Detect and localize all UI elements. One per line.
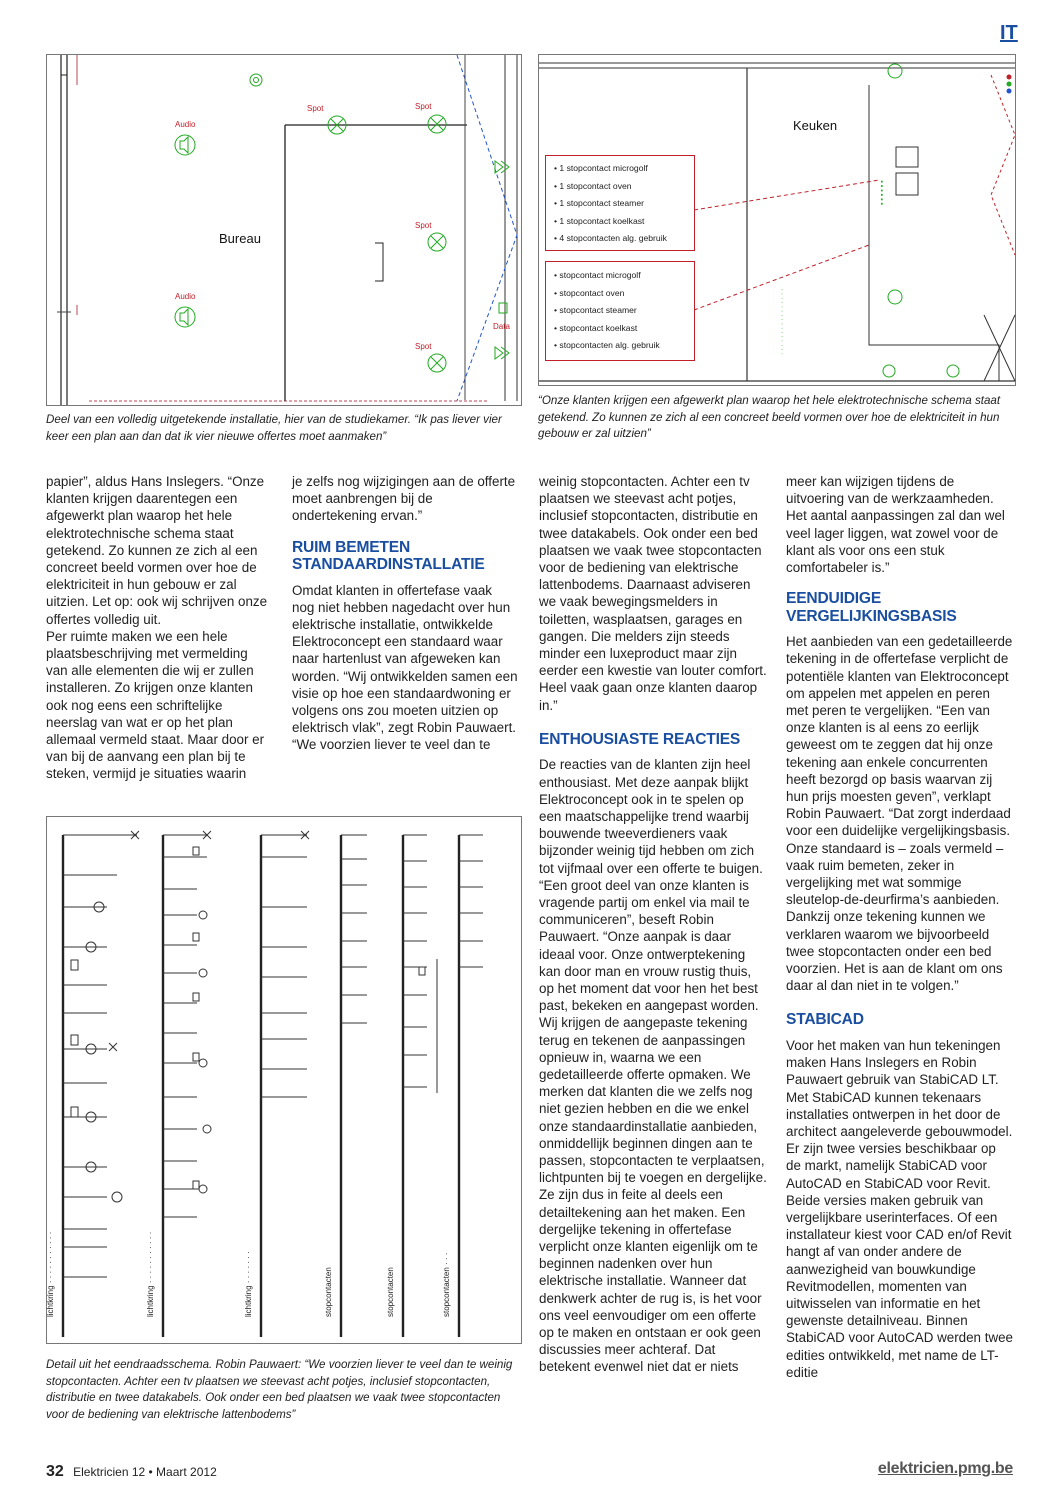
section-tag: IT	[1000, 22, 1018, 44]
socket-list-box-a	[545, 155, 695, 251]
footer	[46, 1463, 217, 1481]
svg-text:lichtkring · · · · · · ·: lichtkring · · · · · · ·	[244, 1251, 253, 1317]
page-number: 32	[46, 1463, 64, 1480]
text-column-4	[786, 473, 1014, 1381]
body-paragraph: meer kan wijzigen tijdens de uitvoering van de werkzaamheden. Het aantal aanpassingen zal dan wel veel lager liggen, wat zowel voor de klant als voor ons een stuk comfortabeler is.”	[786, 474, 1005, 576]
text-column-2	[292, 473, 518, 754]
website-link[interactable]: elektricien.pmg.be	[877, 1460, 1013, 1477]
socket-list-item: • stopcontact koelkast	[554, 322, 638, 333]
body-paragraph: De reacties van de klanten zijn heel enthousiast. Met deze aanpak blijkt Elektroconcept ook in te spelen op een maatschappelijke trend waarbij bouwende tweeverdieners vaak bijzonder weinig tijd hebben om zich tot vijfmaal over een offerte te buigen. “Een groot deel van onze klanten is vragende partij om enkel via mail te communiceren”, beseft Robin Pauwaert. “Onze aanpak is daar ideaal voor. Onze ontwerptekening kan door man en vrouw rustig thuis, op het moment dat voor hen het best past, bekeken en aangepast worden. Wij krijgen de aangepaste tekening terug en tekenen de aanpassingen opnieuw in, waarna we een gedetailleerde offerte opmaken. We merken dat klanten die we zelfs nog niet gezien hebben en die we enkel onze standaardinstallatie aanbieden, onmiddellijk beginnen dingen aan te passen, stopcontacten te verplaatsen, lichtpunten bij te voegen en dergelijke. Ze zijn dus in feite al deels een detailtekening aan het maken. Een dergelijke tekening in offertefase verplicht onze klanten eigenlijk om te beginnen nadenken over hun elektrische installatie. Wanneer dat denkwerk achter de rug is, is het voor ons veel eenvoudiger om een offerte op te maken en ontstaan er ook geen discussies meer achteraf. Dat betekent evenwel niet dat er niets	[539, 757, 767, 1375]
body-paragraph: Het aanbieden van een gedetailleerde tekening in de offertefase verplicht de potentiële klanten van Elektroconcept om appelen met appelen en peren met peren te vergelijken. “Een van onze klanten is al eens zo eerlijk geweest om te zeggen dat hij onze tekening aan enkele concurrenten heeft bezorgd op basis waarvan zij hun prijs moesten geven”, verklapt Robin Pauwaert. “Dat zorgt inderdaad voor een duidelijke vergelijkingsbasis. Onze standaard is – zoals vermeld – vaak ruim bemeten, zeker in vergelijking met wat sommige sleutelop-de-deurfirma’s aanbieden. Dankzij onze tekening kunnen we verklaren waarom we bijvoorbeeld twee stopcontacten onder een bed voorzien. Het is aan de klant om ons daar al dan niet in te volgen.”	[786, 634, 1013, 994]
body-paragraph: je zelfs nog wijzigingen aan de offerte moet aanbrengen bij de ondertekening ervan.”	[292, 474, 516, 524]
socket-list-item: • 1 stopcontact steamer	[554, 198, 644, 208]
audio-label: Audio	[175, 120, 196, 129]
svg-text:stopcontacten: stopcontacten	[386, 1267, 395, 1317]
body-paragraph: weinig stopcontacten. Achter een tv plaatsen we steevast acht potjes, inclusief stopcontacten, distributie en twee datakabels. Ook onder een bed plaatsen we vaak twee stopcontacten voor de bediening van elektrische lattenbodems. Daarnaast adviseren we vaak bewegingsmelders in toiletten, wasplaatsen, garages en gangen. Die melders zijn steeds minder een luxeproduct maar zijn eerder een kwestie van louter comfort. Heel vaak gaan onze klanten daarop in.”	[539, 474, 767, 713]
spot-label: Spot	[415, 221, 432, 230]
section-heading: STABICAD	[786, 1011, 864, 1029]
figure3-caption: Detail uit het eendraadsschema. Robin Pauwaert: “We voorzien liever te veel dan te weinig stopcontacten. Achter een tv plaatsen we steevast acht potjes, inclusief stopcontacten, distributie en twee datakabels. Ook onder een bed plaatsen we vaak twee stopcontacten voor de bediening van elektrische lattenbodems”	[46, 1358, 513, 1421]
socket-list-item: • stopcontact steamer	[554, 305, 637, 315]
data-label: Data	[493, 322, 510, 331]
svg-text:▪ ▪ ▪ ▪ ▪ ▪: ▪ ▪ ▪ ▪ ▪ ▪	[879, 180, 886, 205]
spot-label: Spot	[415, 342, 432, 351]
svg-text:lichtkring · · · · · · · · · ·: lichtkring · · · · · · · · · · ·	[46, 1231, 55, 1317]
floorplan-keuken-figure	[538, 54, 1016, 386]
socket-list-item: • 1 stopcontact koelkast	[554, 215, 645, 226]
text-column-1	[46, 473, 272, 783]
audio-label: Audio	[175, 292, 196, 301]
socket-list-box-b	[545, 261, 695, 361]
svg-text:stopcontacten · · ·: stopcontacten · · ·	[442, 1252, 451, 1317]
socket-list-item: • 1 stopcontact microgolf	[554, 163, 648, 173]
body-paragraph: Omdat klanten in offertefase vaak nog niet hebben nagedacht over hun elektrische installatie, ontwikkelde Elektroconcept een standaard waar naar hartenlust van afgeweken kan worden. “Wij ontwikkelden samen een visie op hoe een standaardwoning er volgens ons zou moeten uitzien op elektrisch vlak”, zegt Robin Pauwaert.	[292, 582, 518, 736]
svg-text:· · · · · · · · · · · · · · ·: · · · · · · · · · · · · · · · ·	[779, 288, 786, 355]
svg-text:lichtkring · · · · · · · · · ·: lichtkring · · · · · · · · · · ·	[146, 1231, 155, 1317]
socket-list-item: • 1 stopcontact oven	[554, 180, 632, 191]
socket-list-item: • 4 stopcontacten alg. gebruik	[554, 233, 667, 243]
figure2-caption: “Onze klanten krijgen een afgewerkt plan waarop het hele elektrotechnische schema staat getekend. Zo kunnen ze zich al een concreet beeld vormen over hoe de elektriciteit in hun gebouw er zal uitzien”	[538, 394, 1001, 440]
floorplan-bureau-figure	[46, 54, 522, 406]
figure1-caption: Deel van een volledig uitgetekende installatie, hier van de studiekamer. “Ik pas liever vier keer een plan aan dan dat ik vier nieuwe offertes moet aanmaken”	[46, 413, 502, 443]
spot-label: Spot	[415, 102, 432, 111]
section-heading: EENDUIDIGE VERGELIJKINGSBASIS	[786, 590, 957, 625]
body-paragraph: Per ruimte maken we een hele plaatsbeschrijving met vermelding van alle elementen die wij er zullen installeren. Zo krijgen onze klanten ook nog eens een schriftelijke neerslag van wat er op het plan allemaal vermeld staat. Maar door er van bij de aanvang een plan bij te steken, vermijd je situaties waarin	[46, 628, 265, 782]
socket-list-item: • stopcontacten alg. gebruik	[554, 340, 660, 350]
issue-info: Elektricien 12 • Maart 2012	[73, 1465, 217, 1479]
socket-list-item: • stopcontact oven	[554, 287, 625, 298]
section-heading: RUIM BEMETEN STANDAARDINSTALLATIE	[292, 538, 485, 574]
room-label-keuken: Keuken	[793, 118, 838, 133]
text-column-3	[539, 473, 769, 1376]
body-paragraph: papier”, aldus Hans Inslegers. “Onze klanten krijgen daarentegen een afgewerkt plan waarop het hele elektrotechnische schema staat getekend. Zo kunnen ze zich al een concreet beeld vormen over hoe de elektriciteit in hun gebouw er zal uitzien. Let op: ook wij schrijven onze offertes volledig uit.	[46, 474, 268, 627]
spot-label: Spot	[307, 104, 324, 113]
body-paragraph: “We voorzien liever te veel dan te	[292, 737, 491, 753]
svg-text:stopcontacten: stopcontacten	[324, 1267, 333, 1317]
socket-list-item: • stopcontact microgolf	[554, 270, 641, 280]
single-line-diagram-figure	[46, 816, 522, 1344]
section-heading: ENTHOUSIASTE REACTIES	[539, 730, 741, 748]
room-label-bureau: Bureau	[219, 231, 261, 246]
body-paragraph: Voor het maken van hun tekeningen maken Hans Inslegers en Robin Pauwaert gebruik van StabiCAD LT. Met StabiCAD kunnen tekenaars installaties ontwerpen in het door de architect aangeleverde gebouwmodel. Er zijn twee versies beschikbaar op de markt, namelijk StabiCAD voor AutoCAD en StabiCAD voor Revit. Beide versies maken gebruik van vergelijkbare userinterfaces. Of een installateur kiest voor CAD en/of Revit hangt af van onder andere de aanwezigheid van bouwkundige Revitmodellen, momenten van uitwisselen van informatie en het gewenste detailniveau. Binnen StabiCAD voor AutoCAD werden twee edities ontwikkeld, met name de LT-editie	[786, 1037, 1014, 1380]
